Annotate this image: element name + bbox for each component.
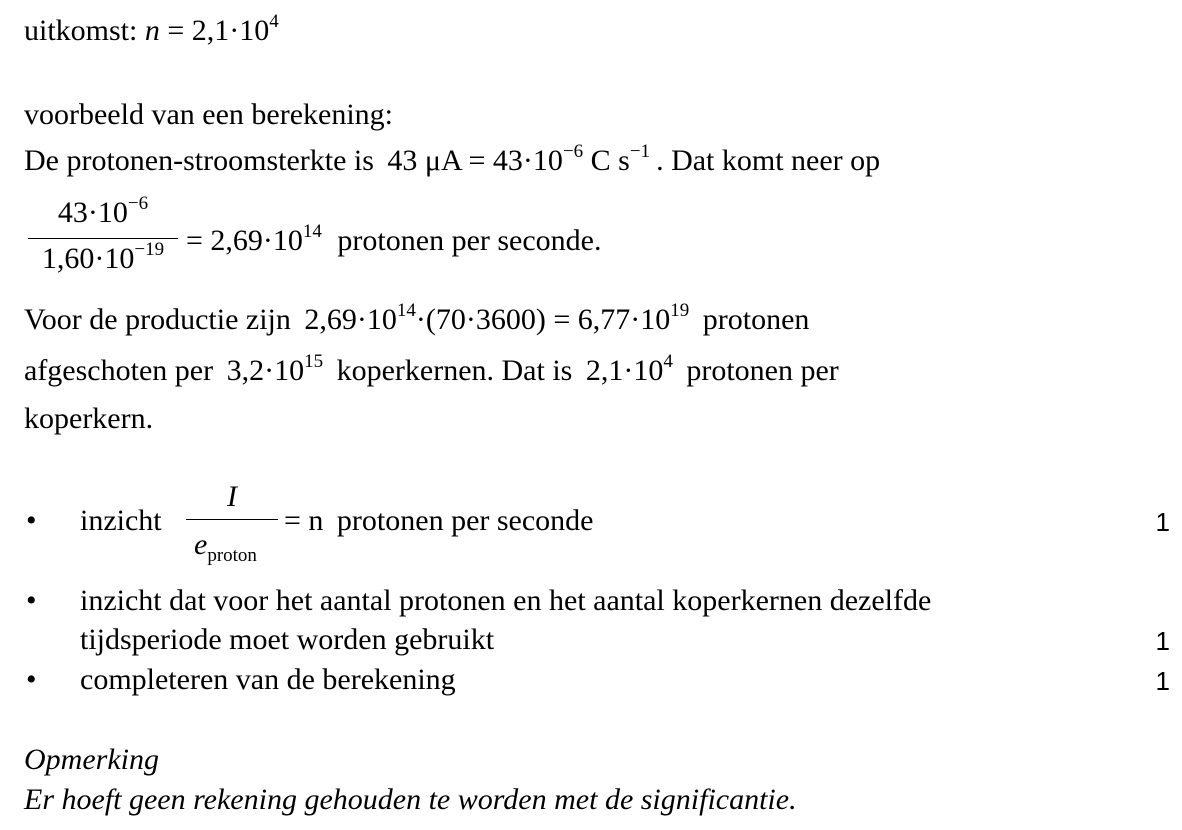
fraction-result: = 2,69·10 bbox=[186, 224, 303, 257]
fired-line bbox=[24, 351, 839, 387]
criterion-2-line2: tijdsperiode moet worden gebruikt bbox=[80, 623, 495, 656]
fired-math-a: $3,2\cdot 10^{15}$ bbox=[226, 351, 324, 387]
bullet-2: • bbox=[26, 584, 37, 617]
bullet-3: • bbox=[26, 663, 37, 696]
current-math: 43 $\mu A = 43\cdot 10^{-6}$ C $s^{-1}$ bbox=[387, 141, 651, 177]
criterion-1-denominator: $e_{proton}$ bbox=[194, 528, 257, 566]
outcome-equals: = bbox=[167, 14, 185, 47]
example-label: voorbeeld van een berekening: bbox=[24, 98, 394, 131]
score-3: 1 bbox=[1155, 666, 1170, 696]
production-text-before: Voor de productie zijn bbox=[24, 303, 291, 336]
fraction-result-line bbox=[186, 221, 602, 257]
current-text-after: . Dat komt neer op bbox=[656, 144, 881, 177]
outcome-exponent: 4 bbox=[269, 11, 279, 32]
criterion-1-after bbox=[284, 506, 594, 536]
outcome-value: 2,1·10 bbox=[191, 14, 270, 47]
fraction-text-after: protonen per seconde. bbox=[337, 224, 602, 257]
fired-text-before: afgeschoten per bbox=[24, 354, 214, 387]
fraction-result-exponent: 14 bbox=[302, 221, 322, 242]
outcome-label: uitkomst: bbox=[24, 14, 138, 47]
fraction-denominator: $1,60\cdot 10^{-19}$ bbox=[41, 239, 165, 275]
production-line bbox=[24, 300, 810, 336]
fired-end-line: koperkern. bbox=[24, 402, 154, 435]
criterion-1-numerator: I bbox=[227, 480, 237, 513]
fired-math-b: $2,1\cdot 10^4$ bbox=[585, 351, 673, 387]
current-line bbox=[24, 141, 881, 177]
remark-text: Er hoeft geen rekening gehouden te worden met de significantie. bbox=[24, 783, 797, 816]
current-text-before: De protonen-stroomsterkte is bbox=[24, 144, 374, 177]
outcome-variable: n bbox=[144, 14, 160, 47]
production-math: $2,69\cdot 10^{14}\cdot(70\cdot 3600) = 6,77\cdot 10^{19}$ bbox=[304, 300, 690, 336]
current-fraction bbox=[28, 192, 178, 288]
fired-text-after: protonen per bbox=[686, 354, 839, 387]
criterion-1-fraction bbox=[186, 478, 278, 570]
criterion-2-line1: inzicht dat voor het aantal protonen en het aantal koperkernen dezelfde bbox=[80, 584, 932, 617]
criterion-1-text-after: protonen per seconde bbox=[336, 504, 594, 537]
bullet-1: • bbox=[26, 504, 37, 537]
criterion-1-eq: = n bbox=[284, 504, 324, 537]
criterion-3-text: completeren van de berekening bbox=[80, 663, 456, 696]
criterion-1-bar bbox=[186, 519, 278, 520]
criterion-1-text-before: inzicht bbox=[80, 504, 162, 537]
score-2: 1 bbox=[1155, 626, 1170, 656]
fired-text-mid: koperkernen. Dat is bbox=[336, 354, 573, 387]
outcome-line bbox=[24, 11, 279, 47]
remark-title: Opmerking bbox=[24, 743, 159, 776]
score-1: 1 bbox=[1155, 507, 1170, 537]
fraction-numerator: $43\cdot 10^{-6}$ bbox=[57, 193, 149, 229]
production-text-after: protonen bbox=[702, 303, 810, 336]
